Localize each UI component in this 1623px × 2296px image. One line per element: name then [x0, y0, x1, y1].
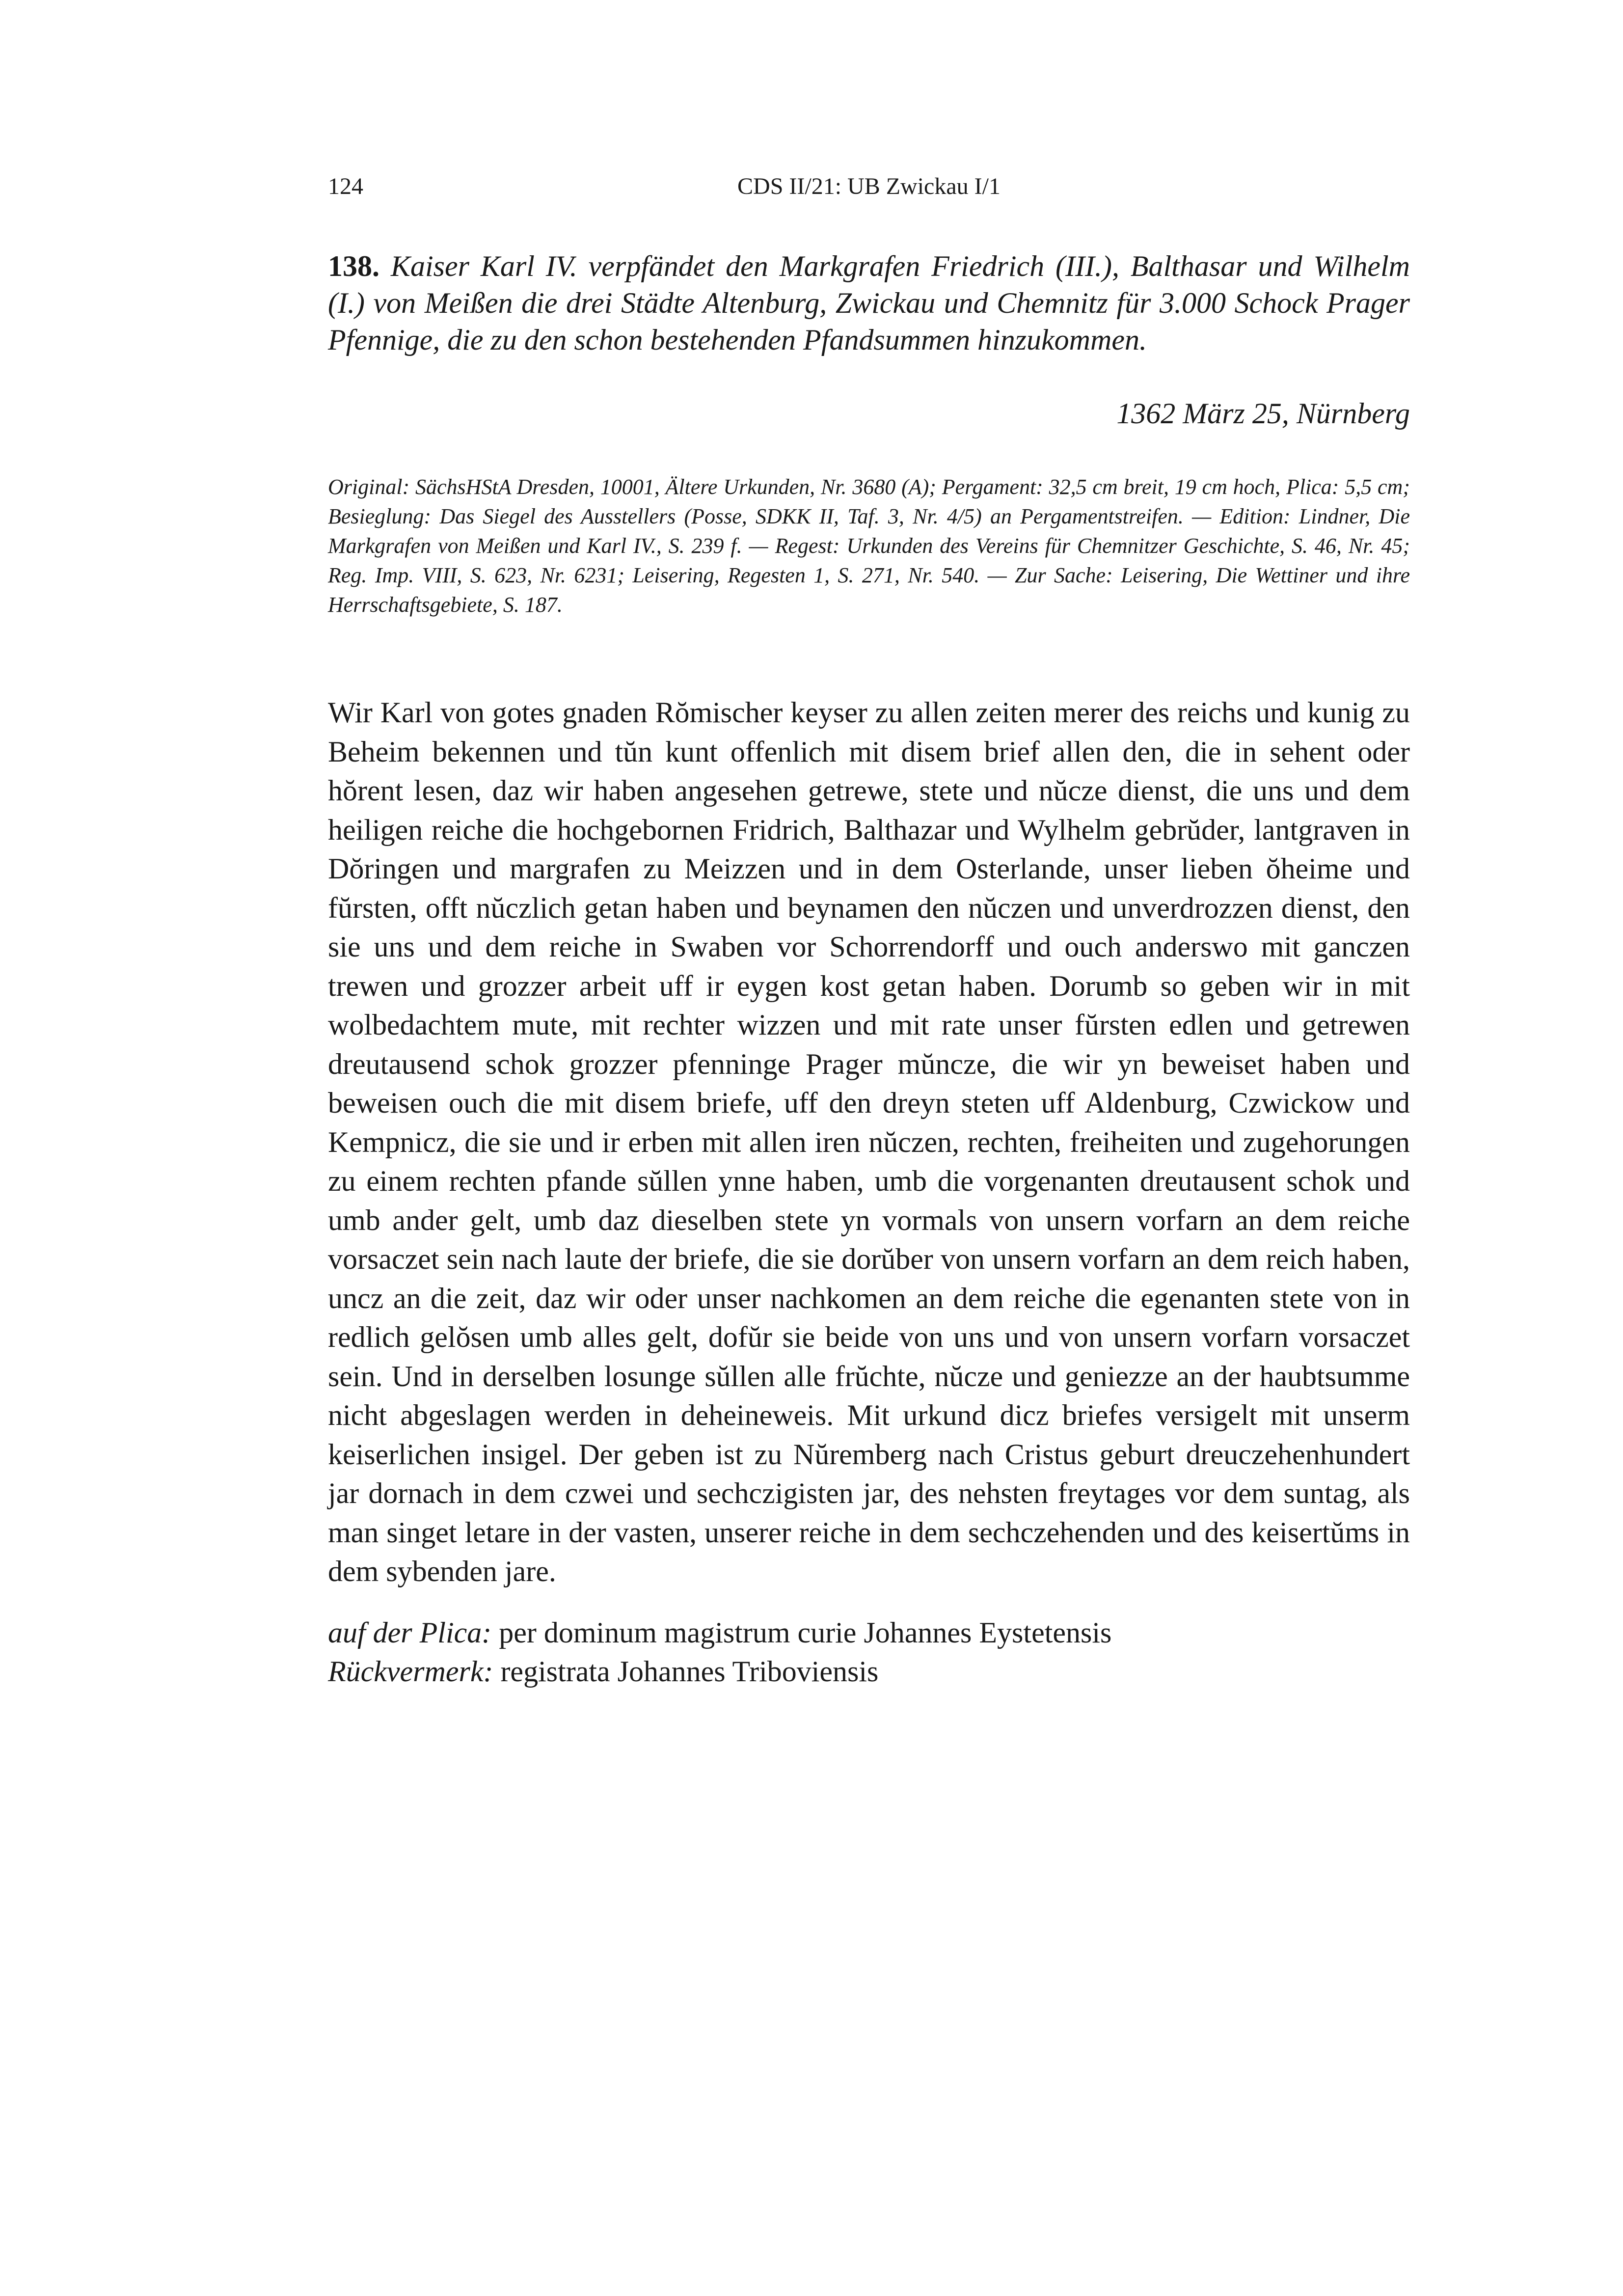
running-title: CDS II/21: UB Zwickau I/1	[737, 173, 1001, 199]
date-place: 1362 März 25, Nürnberg	[1116, 397, 1410, 430]
document-text-paragraph: Wir Karl von gotes gnaden Rŏmischer keyser zu allen zeiten merer des reichs und kunig zu Beheim bekennen und tŭn kunt offenlich mit disem brief allen den, die in sehent oder hŏrent lesen, daz wir haben angesehen getrewe, stete und nŭcze dienst, die uns und dem heiligen reiche die hochgebornen Fridrich, Balthazar und Wylhelm gebrŭder, lantgraven in Dŏringen und margrafen zu Meizzen und in dem Osterlande, unser lieben ŏheime und fŭrsten, offt nŭczlich getan haben und beynamen den nŭczen und unverdrozzen dienst, den sie uns und dem reiche in Swaben vor Schorrendorff und ouch anderswo mit ganczen trewen und grozzer arbeit uff ir eygen kost getan haben. Dorumb so geben wir in mit wolbedachtem mute, mit rechter wizzen und mit rate unser fŭrsten edlen und getrewen dreutausend schok grozzer pfenninge Prager mŭncze, die wir yn beweiset haben und beweisen ouch die mit disem briefe, uff den dreyn steten uff Aldenburg, Czwickow und Kempnicz, die sie und ir erben mit allen iren nŭczen, rechten, freiheiten und zugehorungen zu einem rechten pfande sŭllen ynne haben, umb die vorgenanten dreutausent schok und umb ander gelt, umb daz dieselben stete yn vormals von unsern vorfarn an dem reiche vorsaczet sein nach laute der briefe, die sie dorŭber von unsern vorfarn an dem reich haben, uncz an die zeit, daz wir oder unser nachkomen an dem reiche die egenanten stete von in redlich gelŏsen umb alles gelt, dofŭr sie beide von uns und von unsern vorfarn vorsaczet sein. Und in derselben losunge sŭllen alle frŭchte, nŭcze und geniezze an der haubtsumme nicht abgeslagen werden in deheineweis. Mit urkund dicz briefes versigelt mit unserm keiserlichen insigel. Der geben ist zu Nŭremberg nach Cristus geburt dreuczehenhundert jar dornach in dem czwei und sechczigisten jar, des nehsten freytages vor dem suntag, als man singet letare in der vasten, unserer reiche in dem sechczehenden und des keisertŭms in dem sybenden jare.	[328, 696, 1410, 1587]
rueckvermerk-text: registrata Johannes Triboviensis	[493, 1655, 879, 1688]
source-apparatus: Original: SächsHStA Dresden, 10001, Ältere Urkunden, Nr. 3680 (A); Pergament: 32,5 cm breit, 19 cm hoch, Plica: 5,5 cm; Besieglung: Das Siegel des Ausstellers (Posse, SDKK II, Taf. 3, Nr. 4/5) an Pergamentstreifen. — Edition: Lindner, Die Markgrafen von Meißen und Karl IV., S. 239 f. — Regest: Urkunden des Vereins für Chemnitzer Geschichte, S. 46, Nr. 45; Reg. Imp. VIII, S. 623, Nr. 6231; Leisering, Regesten 1, S. 271, Nr. 540. — Zur Sache: Leisering, Die Wettiner und ihre Herrschaftsgebiete, S. 187.	[328, 475, 1410, 617]
document-text	[328, 693, 1410, 1591]
plica-note	[328, 1613, 1410, 1652]
page-number: 124	[328, 173, 363, 199]
entry-number: 138.	[328, 250, 379, 282]
rueckvermerk-note	[328, 1652, 1410, 1691]
endorsement-notes	[328, 1613, 1410, 1691]
plica-label: auf der Plica:	[328, 1616, 492, 1649]
entry-title: Kaiser Karl IV. verpfändet den Markgrafen Friedrich (III.), Balthasar und Wilhelm (I.) von Meißen die drei Städte Altenburg, Zwickau und Chemnitz für 3.000 Schock Prager Pfennige, die zu den schon bestehenden Pfandsummen hinzukommen.	[328, 250, 1410, 356]
plica-text: per dominum magistrum curie Johannes Eystetensis	[491, 1616, 1112, 1649]
rueckvermerk-label: Rückvermerk:	[328, 1655, 493, 1688]
entry-heading	[328, 248, 1410, 358]
page-header	[328, 173, 1410, 207]
